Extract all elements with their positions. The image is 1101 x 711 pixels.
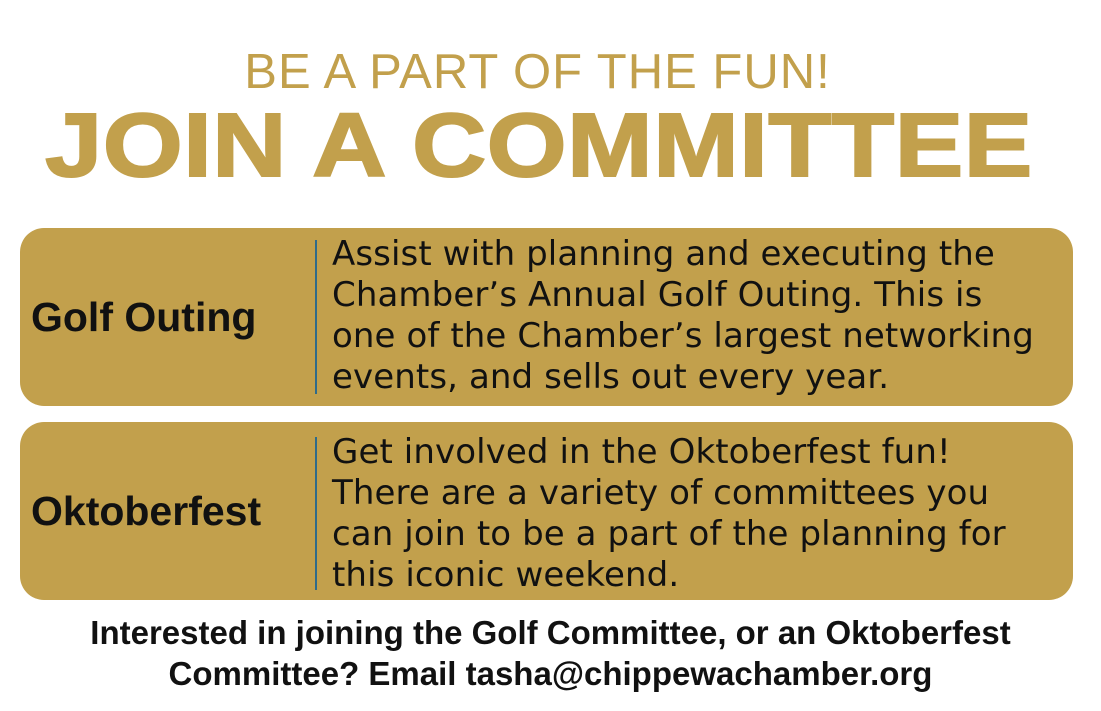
subtitle: BE A PART OF THE FUN! (244, 45, 831, 99)
description-line: Chamber’s Annual Golf Outing. This is (332, 275, 983, 315)
committee-card-oktoberfest (20, 422, 1073, 600)
description-line: There are a variety of committees you (332, 473, 990, 513)
description-line: this iconic weekend. (332, 555, 680, 595)
description-line: events, and sells out every year. (332, 357, 890, 397)
committee-name: Golf Outing (31, 293, 257, 340)
page-title: JOIN A COMMITTEE (45, 96, 1033, 196)
committee-description (332, 432, 1073, 596)
description-line: Assist with planning and executing the (332, 234, 995, 274)
description-line: one of the Chamber’s largest networking (332, 316, 1034, 356)
divider (315, 437, 317, 590)
committee-card-golf-outing (20, 228, 1073, 406)
committee-description (332, 234, 1073, 398)
description-line: Get involved in the Oktoberfest fun! (332, 432, 951, 472)
footer-line: Interested in joining the Golf Committee, or an Oktoberfest (90, 614, 1011, 651)
committee-name: Oktoberfest (31, 487, 262, 534)
description-line: can join to be a part of the planning for (332, 514, 1006, 554)
footer-line: Committee? Email tasha@chippewachamber.org (168, 655, 933, 692)
contact-footer (0, 612, 1101, 694)
divider (315, 240, 317, 394)
